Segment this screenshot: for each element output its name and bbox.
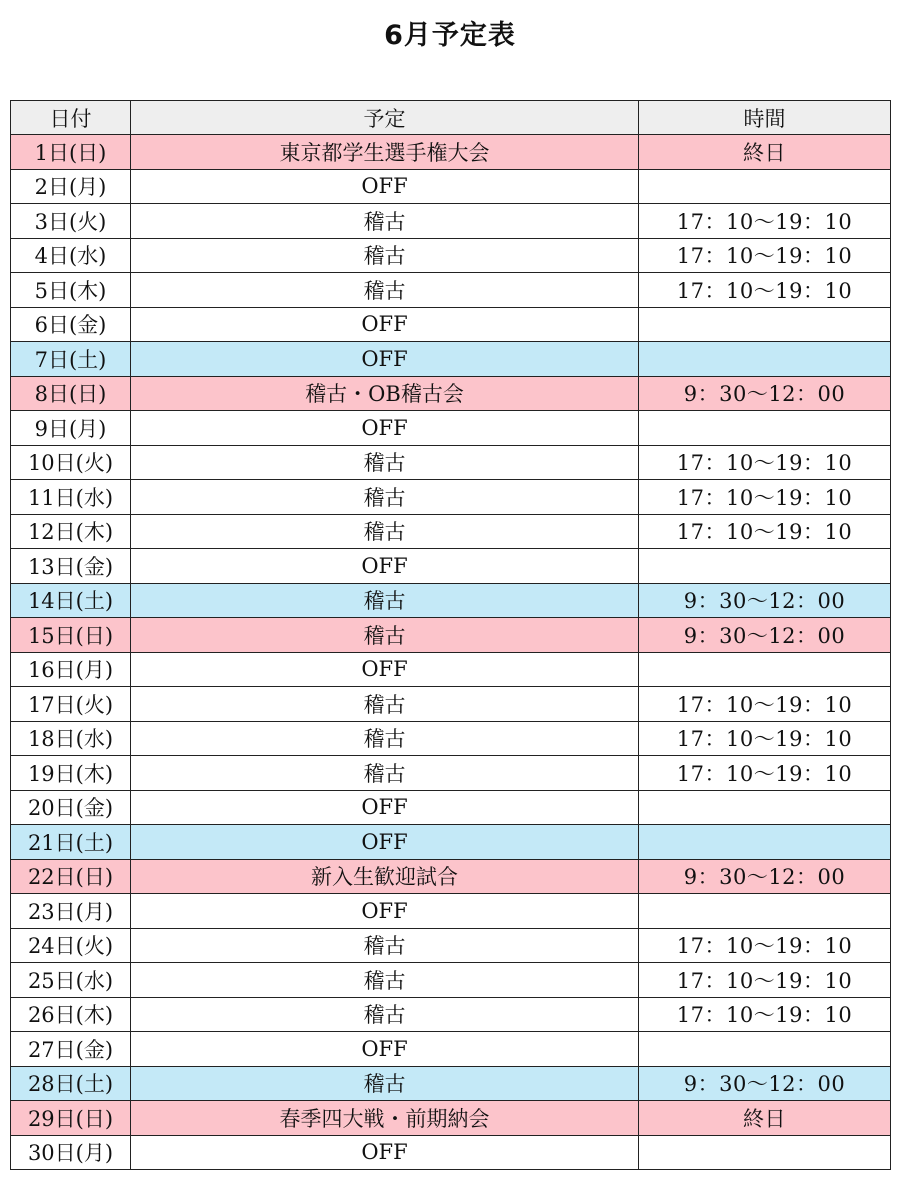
plan-cell: 稽古 <box>131 618 639 653</box>
table-row <box>11 618 891 653</box>
time-cell <box>639 825 891 860</box>
table-row <box>11 652 891 687</box>
time-cell <box>639 1032 891 1067</box>
table-row <box>11 1135 891 1170</box>
time-cell: 終日 <box>639 135 891 170</box>
plan-cell: 稽古 <box>131 273 639 308</box>
date-cell: 15日(日) <box>11 618 131 653</box>
plan-cell: OFF <box>131 652 639 687</box>
table-row <box>11 238 891 273</box>
date-cell: 9日(月) <box>11 411 131 446</box>
table-row <box>11 997 891 1032</box>
table-header-row <box>11 101 891 135</box>
date-cell: 10日(火) <box>11 445 131 480</box>
plan-cell: OFF <box>131 1032 639 1067</box>
date-cell: 12日(木) <box>11 514 131 549</box>
time-cell: 17：10〜19：10 <box>639 273 891 308</box>
table-row <box>11 583 891 618</box>
time-cell: 9：30〜12：00 <box>639 859 891 894</box>
time-cell <box>639 549 891 584</box>
table-row <box>11 135 891 170</box>
plan-cell: 稽古 <box>131 514 639 549</box>
table-row <box>11 963 891 998</box>
time-cell: 17：10〜19：10 <box>639 514 891 549</box>
date-cell: 25日(水) <box>11 963 131 998</box>
date-cell: 30日(月) <box>11 1135 131 1170</box>
plan-cell: OFF <box>131 790 639 825</box>
column-header-time: 時間 <box>639 101 891 135</box>
time-cell <box>639 169 891 204</box>
table-row <box>11 514 891 549</box>
table-row <box>11 1066 891 1101</box>
plan-cell: 新入生歓迎試合 <box>131 859 639 894</box>
plan-cell: 稽古 <box>131 928 639 963</box>
date-cell: 4日(水) <box>11 238 131 273</box>
schedule-body <box>11 135 891 1170</box>
plan-cell: OFF <box>131 307 639 342</box>
column-header-plan: 予定 <box>131 101 639 135</box>
time-cell <box>639 790 891 825</box>
date-cell: 7日(土) <box>11 342 131 377</box>
table-row <box>11 411 891 446</box>
date-cell: 19日(木) <box>11 756 131 791</box>
plan-cell: 東京都学生選手権大会 <box>131 135 639 170</box>
time-cell <box>639 307 891 342</box>
plan-cell: 稽古・OB稽古会 <box>131 376 639 411</box>
table-row <box>11 342 891 377</box>
plan-cell: 稽古 <box>131 204 639 239</box>
table-row <box>11 756 891 791</box>
date-cell: 18日(水) <box>11 721 131 756</box>
time-cell <box>639 894 891 929</box>
table-row <box>11 859 891 894</box>
plan-cell: OFF <box>131 549 639 584</box>
date-cell: 5日(木) <box>11 273 131 308</box>
time-cell: 17：10〜19：10 <box>639 721 891 756</box>
date-cell: 27日(金) <box>11 1032 131 1067</box>
table-row <box>11 307 891 342</box>
time-cell: 17：10〜19：10 <box>639 238 891 273</box>
time-cell <box>639 1135 891 1170</box>
table-row <box>11 445 891 480</box>
time-cell: 17：10〜19：10 <box>639 963 891 998</box>
table-row <box>11 687 891 722</box>
plan-cell: 稽古 <box>131 756 639 791</box>
plan-cell: 稽古 <box>131 583 639 618</box>
date-cell: 14日(土) <box>11 583 131 618</box>
date-cell: 2日(月) <box>11 169 131 204</box>
schedule-table <box>10 100 891 1170</box>
time-cell: 17：10〜19：10 <box>639 480 891 515</box>
date-cell: 29日(日) <box>11 1101 131 1136</box>
plan-cell: 稽古 <box>131 997 639 1032</box>
page-title: 6月予定表 <box>384 20 516 51</box>
table-row <box>11 549 891 584</box>
time-cell: 9：30〜12：00 <box>639 1066 891 1101</box>
time-cell: 9：30〜12：00 <box>639 583 891 618</box>
table-row <box>11 894 891 929</box>
date-cell: 11日(水) <box>11 480 131 515</box>
date-cell: 24日(火) <box>11 928 131 963</box>
date-cell: 20日(金) <box>11 790 131 825</box>
date-cell: 26日(木) <box>11 997 131 1032</box>
plan-cell: 稽古 <box>131 721 639 756</box>
date-cell: 8日(日) <box>11 376 131 411</box>
plan-cell: 稽古 <box>131 480 639 515</box>
date-cell: 3日(火) <box>11 204 131 239</box>
table-row <box>11 376 891 411</box>
plan-cell: OFF <box>131 825 639 860</box>
time-cell <box>639 411 891 446</box>
plan-cell: 稽古 <box>131 687 639 722</box>
plan-cell: 稽古 <box>131 445 639 480</box>
plan-cell: OFF <box>131 1135 639 1170</box>
date-cell: 28日(土) <box>11 1066 131 1101</box>
plan-cell: 稽古 <box>131 238 639 273</box>
table-row <box>11 273 891 308</box>
time-cell: 17：10〜19：10 <box>639 687 891 722</box>
plan-cell: 稽古 <box>131 1066 639 1101</box>
time-cell: 17：10〜19：10 <box>639 445 891 480</box>
column-header-date: 日付 <box>11 101 131 135</box>
time-cell: 終日 <box>639 1101 891 1136</box>
table-row <box>11 790 891 825</box>
time-cell: 9：30〜12：00 <box>639 376 891 411</box>
plan-cell: OFF <box>131 894 639 929</box>
date-cell: 21日(土) <box>11 825 131 860</box>
plan-cell: 稽古 <box>131 963 639 998</box>
table-row <box>11 1032 891 1067</box>
date-cell: 13日(金) <box>11 549 131 584</box>
time-cell: 17：10〜19：10 <box>639 928 891 963</box>
time-cell: 17：10〜19：10 <box>639 204 891 239</box>
date-cell: 22日(日) <box>11 859 131 894</box>
time-cell: 17：10〜19：10 <box>639 997 891 1032</box>
table-row <box>11 480 891 515</box>
date-cell: 6日(金) <box>11 307 131 342</box>
time-cell <box>639 342 891 377</box>
table-row <box>11 204 891 239</box>
plan-cell: OFF <box>131 411 639 446</box>
plan-cell: OFF <box>131 342 639 377</box>
date-cell: 17日(火) <box>11 687 131 722</box>
date-cell: 16日(月) <box>11 652 131 687</box>
table-row <box>11 721 891 756</box>
time-cell: 9：30〜12：00 <box>639 618 891 653</box>
table-row <box>11 169 891 204</box>
table-row <box>11 1101 891 1136</box>
table-row <box>11 825 891 860</box>
date-cell: 1日(日) <box>11 135 131 170</box>
plan-cell: 春季四大戦・前期納会 <box>131 1101 639 1136</box>
date-cell: 23日(月) <box>11 894 131 929</box>
table-row <box>11 928 891 963</box>
time-cell <box>639 652 891 687</box>
time-cell: 17：10〜19：10 <box>639 756 891 791</box>
plan-cell: OFF <box>131 169 639 204</box>
